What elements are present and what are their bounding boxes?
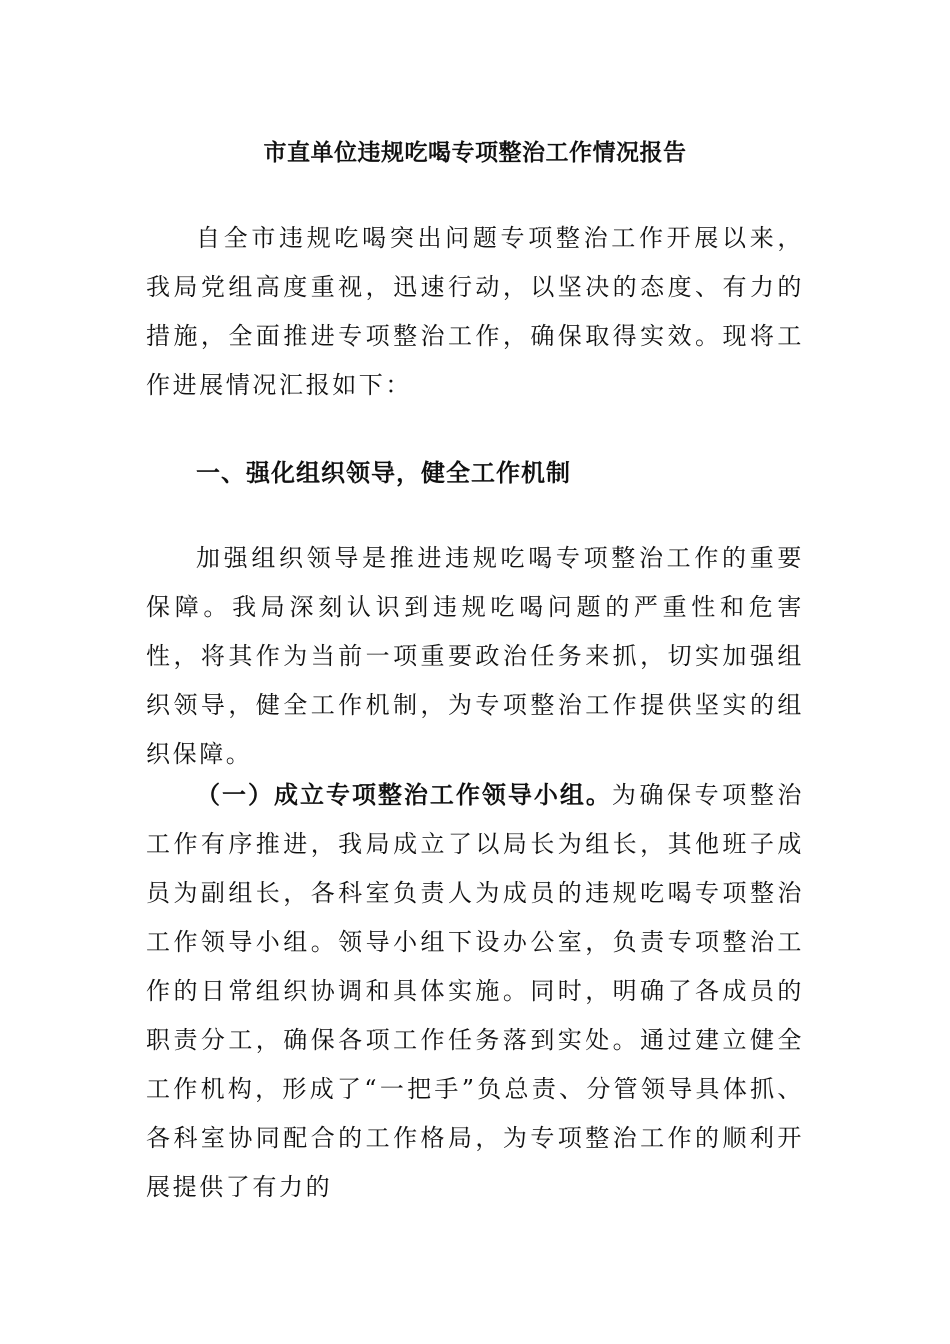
section-1-paragraph: 加强组织领导是推进违规吃喝专项整治工作的重要保障。我局深刻认识到违规吃喝问题的严重性和危害性，将其作为当前一项重要政治任务来抓，切实加强组织领导，健全工作机制，为专项整治工作提供坚实的组织保障。 [146,544,804,768]
subsection-1-lead: （一）成立专项整治工作领导小组。 [196,780,612,809]
document-title: 市直单位违规吃喝专项整治工作情况报告 [263,139,687,166]
subsection-1-body: 为确保专项整治工作有序推进，我局成立了以局长为组长，其他班子成员为副组长，各科室负责人为成员的违规吃喝专项整治工作领导小组。领导小组下设办公室，负责专项整治工作的日常组织协调和具体实施。同时，明确了各成员的职责分工，确保各项工作任务落到实处。通过建立健全工作机构，形成了“一把手”负总责、分管领导具体抓、各科室协同配合的工作格局，为专项整治工作的顺利开展提供了有力的 [146,781,805,1201]
intro-paragraph: 自全市违规吃喝突出问题专项整治工作开展以来，我局党组高度重视，迅速行动，以坚决的态度、有力的措施，全面推进专项整治工作，确保取得实效。现将工作进展情况汇报如下： [146,224,804,399]
section-1-heading: 一、强化组织领导，健全工作机制 [196,458,571,487]
subsection-1-paragraph [146,770,804,1212]
